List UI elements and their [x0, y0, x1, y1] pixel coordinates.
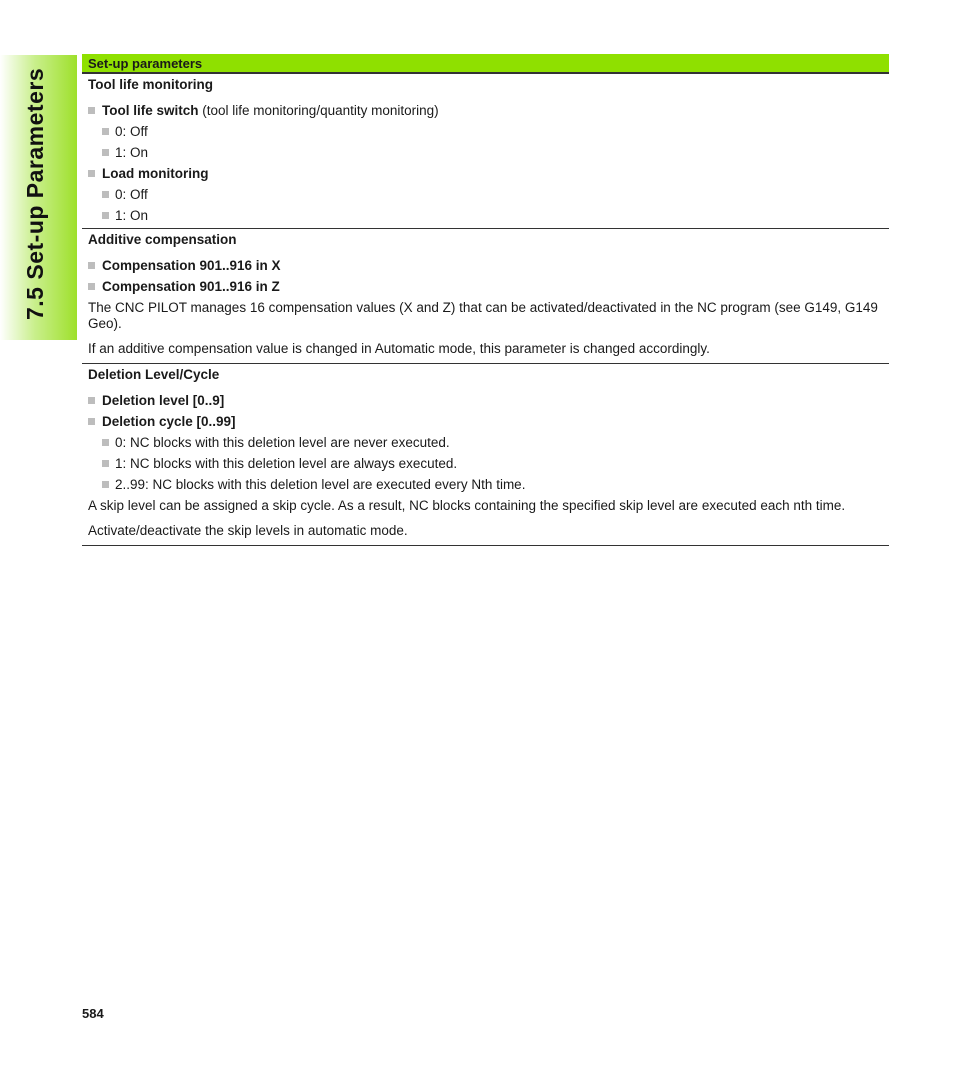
section-title: Additive compensation: [88, 232, 237, 247]
parameter-label: Deletion level [0..9]: [102, 393, 225, 408]
parameter-option: [88, 455, 883, 472]
option-text: 1: On: [115, 208, 149, 223]
parameter-note: (tool life monitoring/quantity monitoring): [198, 103, 439, 118]
bullet-square-icon: [88, 170, 95, 177]
option-text: 2..99: NC blocks with this deletion level are executed every Nth time.: [115, 477, 526, 492]
bullet-square-icon: [102, 128, 109, 135]
parameter-item: [88, 102, 883, 119]
parameter-item: [88, 413, 883, 430]
option-text: 0: Off: [115, 124, 148, 139]
description-paragraph: The CNC PILOT manages 16 compensation values (X and Z) that can be activated/deactivated in the NC program (see G149, G149 Geo).: [88, 300, 878, 331]
page-number: 584: [82, 1006, 104, 1021]
bullet-square-icon: [88, 283, 95, 290]
parameter-option: [88, 207, 883, 224]
option-text: 1: NC blocks with this deletion level are always executed.: [115, 456, 458, 471]
bullet-square-icon: [102, 212, 109, 219]
option-text: 1: On: [115, 145, 149, 160]
bullet-square-icon: [88, 262, 95, 269]
section-title: Tool life monitoring: [88, 77, 213, 92]
parameter-item: [88, 392, 883, 409]
bullet-square-icon: [102, 439, 109, 446]
description-paragraph: Activate/deactivate the skip levels in automatic mode.: [88, 523, 408, 538]
bullet-square-icon: [102, 481, 109, 488]
table-section: [82, 364, 889, 546]
bullet-square-icon: [102, 149, 109, 156]
parameter-option: [88, 186, 883, 203]
parameter-label: Compensation 901..916 in Z: [102, 279, 280, 294]
bullet-square-icon: [88, 418, 95, 425]
bullet-square-icon: [102, 191, 109, 198]
table-body: [82, 74, 889, 546]
chapter-title: 7.5 Set-up Parameters: [22, 67, 48, 320]
parameter-table: [82, 54, 889, 546]
parameter-item: [88, 165, 883, 182]
parameter-option: [88, 434, 883, 451]
parameter-label: Load monitoring: [102, 166, 209, 181]
bullet-square-icon: [88, 397, 95, 404]
bullet-square-icon: [88, 107, 95, 114]
bullet-square-icon: [102, 460, 109, 467]
table-section: [82, 229, 889, 364]
table-section: [82, 74, 889, 229]
description-paragraph: If an additive compensation value is changed in Automatic mode, this parameter is changed accordingly.: [88, 341, 710, 356]
option-text: 0: NC blocks with this deletion level are never executed.: [115, 435, 450, 450]
table-header: Set-up parameters: [82, 54, 889, 74]
parameter-option: [88, 123, 883, 140]
parameter-label: Compensation 901..916 in X: [102, 258, 281, 273]
option-text: 0: Off: [115, 187, 148, 202]
parameter-item: [88, 278, 883, 295]
parameter-item: [88, 257, 883, 274]
parameter-label: Tool life switch: [102, 103, 199, 118]
parameter-option: [88, 144, 883, 161]
section-title: Deletion Level/Cycle: [88, 367, 220, 382]
parameter-label: Deletion cycle [0..99]: [102, 414, 236, 429]
description-paragraph: A skip level can be assigned a skip cycle. As a result, NC blocks containing the specified skip level are executed each nth time.: [88, 498, 846, 513]
parameter-option: [88, 476, 883, 493]
